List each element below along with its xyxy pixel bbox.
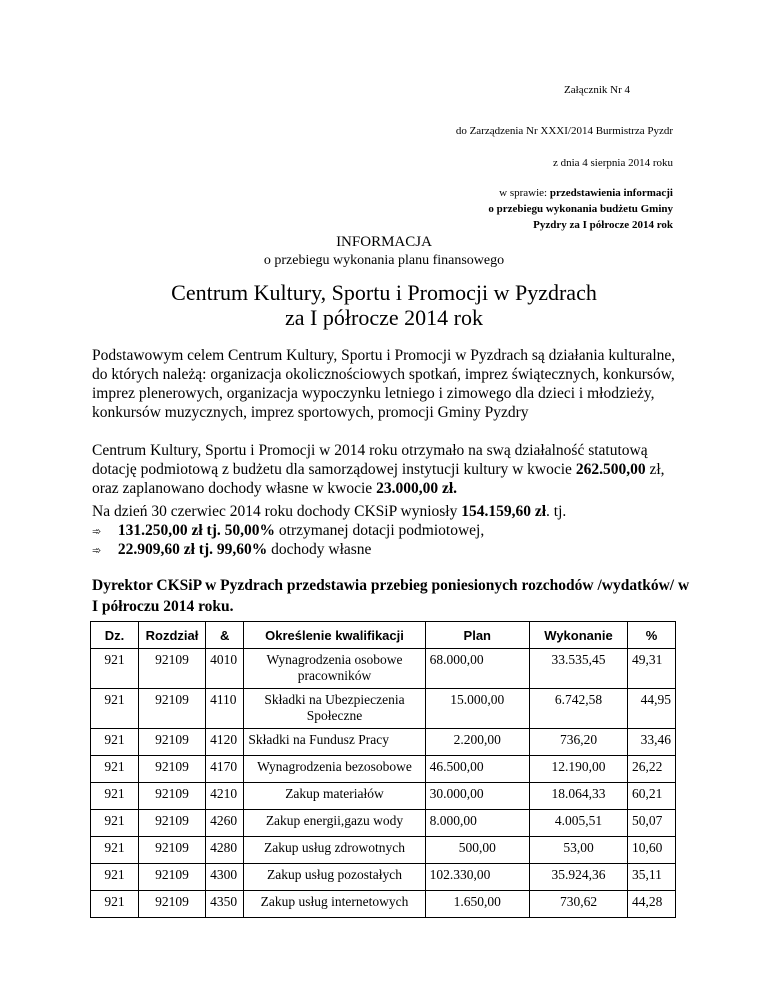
cell-execution: 33.535,45: [529, 649, 627, 689]
cell-description: Zakup usług pozostałych: [244, 864, 425, 891]
col-header-description: Określenie kwalifikacji: [244, 622, 425, 649]
table-header-row: [91, 622, 676, 649]
cell-rozdzial: 92109: [138, 729, 205, 756]
expenses-table: [90, 621, 676, 918]
cell-percent: 49,31: [628, 649, 676, 689]
ordinance-subject: [499, 187, 673, 200]
table-row: [91, 837, 676, 864]
cell-rozdzial: 92109: [138, 864, 205, 891]
col-header-plan: Plan: [425, 622, 529, 649]
subject-line3-text: Pyzdry za I półrocze 2014 rok: [533, 219, 673, 231]
cell-description: Zakup usług zdrowotnych: [244, 837, 425, 864]
cell-description: Składki na Fundusz Pracy: [244, 729, 425, 756]
col-header-execution: Wykonanie: [529, 622, 627, 649]
ordinance-subject-line3: [533, 219, 673, 232]
cell-rozdzial: 92109: [138, 837, 205, 864]
arrow-bullet-icon: ➾: [92, 525, 102, 538]
cell-paragraph: 4260: [206, 810, 244, 837]
cell-percent: 44,95: [628, 689, 676, 729]
table-row: [91, 729, 676, 756]
cell-execution: 6.742,58: [529, 689, 627, 729]
subsidy-text-a: Centrum Kultury, Sportu i Promocji w 2014 roku otrzymało na swą działalność statutową dotację podmiotową z budżetu dla samorządowej instytucji kultury w kwocie: [92, 442, 648, 478]
cell-percent: 26,22: [628, 756, 676, 783]
cell-paragraph: 4300: [206, 864, 244, 891]
cell-rozdzial: 92109: [138, 810, 205, 837]
annex-number: Załącznik Nr 4: [564, 84, 630, 96]
arrow-bullet-icon: ➾: [92, 544, 102, 557]
cell-plan: 500,00: [425, 837, 529, 864]
subsidy-amount: 262.500,00: [575, 461, 646, 478]
col-header-dz: Dz.: [91, 622, 139, 649]
own-income-plan: 23.000,00 zł.: [376, 480, 458, 497]
table-row: [91, 810, 676, 837]
doc-title: INFORMACJA: [336, 234, 432, 250]
income-bullet-own: [92, 540, 371, 560]
cell-rozdzial: 92109: [138, 891, 205, 918]
col-header-percent: %: [628, 622, 676, 649]
table-row: [91, 649, 676, 689]
table-row: [91, 783, 676, 810]
cell-dz: 921: [91, 689, 139, 729]
cell-description: Wynagrodzenia bezosobowe: [244, 756, 425, 783]
cell-execution: 736,20: [529, 729, 627, 756]
table-row: [91, 864, 676, 891]
cell-description: Zakup energii,gazu wody: [244, 810, 425, 837]
col-header-paragraph: &: [206, 622, 244, 649]
cell-dz: 921: [91, 891, 139, 918]
table-row: [91, 891, 676, 918]
doc-subtitle: o przebiegu wykonania planu finansowego: [263, 253, 505, 268]
cell-description: Składki na Ubezpieczenia Społeczne: [244, 689, 425, 729]
cell-description: Wynagrodzenia osobowe pracowników: [244, 649, 425, 689]
cell-plan: 15.000,00: [425, 689, 529, 729]
bullet1-text: otrzymanej dotacji podmiotowej,: [275, 522, 485, 539]
income-bullet-subsidy: [92, 521, 484, 541]
cell-execution: 4.005,51: [529, 810, 627, 837]
cell-execution: 35.924,36: [529, 864, 627, 891]
cell-plan: 68.000,00: [425, 649, 529, 689]
cell-rozdzial: 92109: [138, 649, 205, 689]
cell-plan: 8.000,00: [425, 810, 529, 837]
cell-paragraph: 4110: [206, 689, 244, 729]
cell-percent: 60,21: [628, 783, 676, 810]
expenses-heading: Dyrektor CKSiP w Pyzdrach przedstawia przebieg poniesionych rozchodów /wydatków/ w I półroczu 2014 roku.: [92, 577, 690, 615]
subsidy-text-c: zł, oraz zaplanowano dochody własne w kwocie: [92, 461, 665, 497]
income-text-c: . tj.: [546, 503, 567, 520]
cell-execution: 730,62: [529, 891, 627, 918]
institution-name: Centrum Kultury, Sportu i Promocji w Pyzdrach: [171, 280, 597, 305]
cell-paragraph: 4170: [206, 756, 244, 783]
cell-dz: 921: [91, 649, 139, 689]
table-row: [91, 689, 676, 729]
subject-bold: przedstawienia informacji: [549, 187, 673, 199]
subject-line2-text: o przebiegu wykonania budżetu Gminy: [488, 203, 673, 215]
cell-rozdzial: 92109: [138, 756, 205, 783]
ordinance-reference: do Zarządzenia Nr XXXI/2014 Burmistrza Pyzdr: [455, 125, 673, 137]
cell-percent: 35,11: [628, 864, 676, 891]
income-total: 154.159,60 zł: [461, 503, 547, 520]
bullet1-bold: 131.250,00 zł tj. 50,00%: [114, 522, 276, 539]
cell-paragraph: 4280: [206, 837, 244, 864]
cell-paragraph: 4210: [206, 783, 244, 810]
cell-dz: 921: [91, 783, 139, 810]
cell-execution: 53,00: [529, 837, 627, 864]
cell-dz: 921: [91, 810, 139, 837]
intro-paragraph: Podstawowym celem Centrum Kultury, Sportu i Promocji w Pyzdrach są działania kulturalne, do których należą: organizacja okolicznościowych spotkań, imprez świątecznych, konkursów, imprez plenerowych, organizacja wypoczynku letniego i zimowego dla dzieci i młodzieży, konkursów muzycznych, imprez sportowych, promocji Gminy Pyzdry: [92, 347, 676, 421]
cell-plan: 102.330,00: [425, 864, 529, 891]
cell-dz: 921: [91, 864, 139, 891]
subject-prefix: w sprawie:: [499, 187, 550, 199]
cell-paragraph: 4350: [206, 891, 244, 918]
income-text-a: Na dzień 30 czerwiec 2014 roku dochody CKSiP wyniosły: [92, 503, 462, 520]
cell-description: Zakup materiałów: [244, 783, 425, 810]
cell-percent: 50,07: [628, 810, 676, 837]
cell-execution: 18.064,33: [529, 783, 627, 810]
income-line: [92, 502, 682, 521]
bullet2-text: dochody własne: [267, 541, 372, 558]
cell-plan: 30.000,00: [425, 783, 529, 810]
cell-description: Zakup usług internetowych: [244, 891, 425, 918]
cell-plan: 2.200,00: [425, 729, 529, 756]
ordinance-date: z dnia 4 sierpnia 2014 roku: [552, 157, 673, 169]
cell-paragraph: 4010: [206, 649, 244, 689]
ordinance-subject-line2: [488, 203, 673, 216]
cell-rozdzial: 92109: [138, 689, 205, 729]
cell-execution: 12.190,00: [529, 756, 627, 783]
cell-percent: 44,28: [628, 891, 676, 918]
cell-dz: 921: [91, 729, 139, 756]
cell-rozdzial: 92109: [138, 783, 205, 810]
cell-percent: 33,46: [628, 729, 676, 756]
report-period: za I półrocze 2014 rok: [285, 305, 483, 330]
col-header-rozdzial: Rozdział: [138, 622, 205, 649]
cell-dz: 921: [91, 837, 139, 864]
bullet2-bold: 22.909,60 zł tj. 99,60%: [114, 541, 268, 558]
cell-paragraph: 4120: [206, 729, 244, 756]
subsidy-paragraph: [92, 441, 682, 498]
cell-plan: 1.650,00: [425, 891, 529, 918]
table-row: [91, 756, 676, 783]
cell-percent: 10,60: [628, 837, 676, 864]
cell-dz: 921: [91, 756, 139, 783]
cell-plan: 46.500,00: [425, 756, 529, 783]
